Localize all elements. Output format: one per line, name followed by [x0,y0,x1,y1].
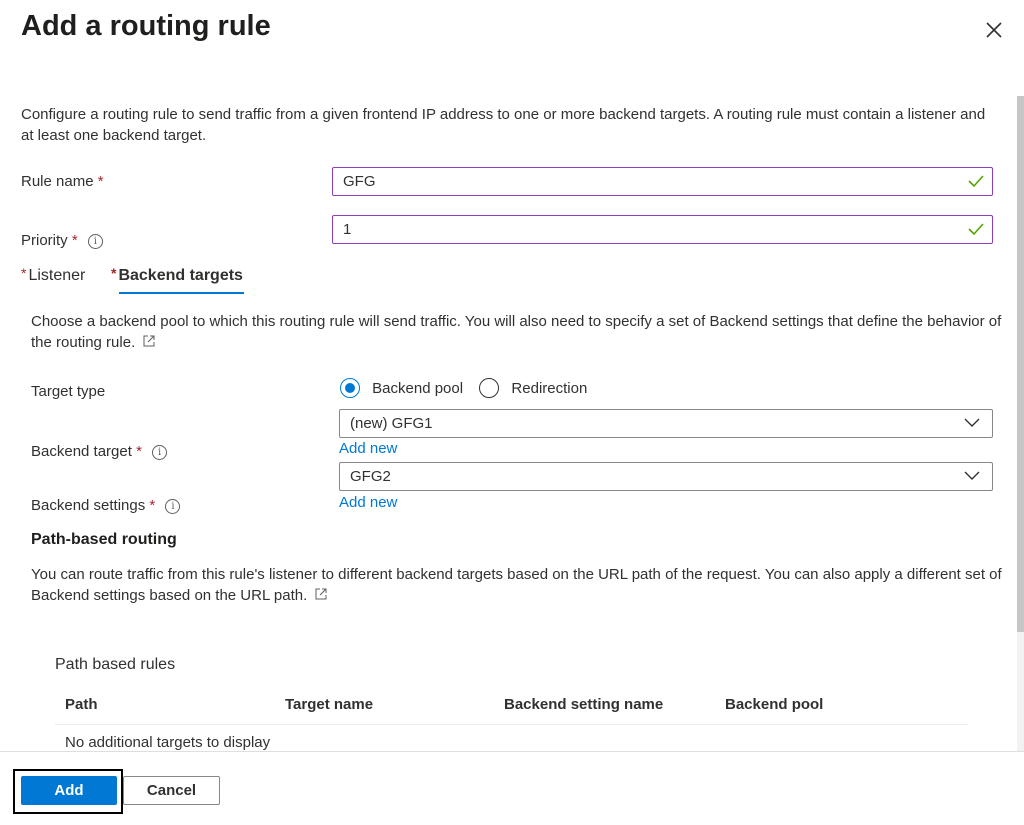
priority-input[interactable] [332,215,993,244]
radio-redirection-circle[interactable] [479,378,499,398]
external-link-icon[interactable] [315,588,327,600]
add-button[interactable]: Add [21,776,117,805]
required-marker: * [111,265,117,281]
close-icon[interactable] [982,18,1006,42]
required-marker: * [71,232,78,249]
column-header-path: Path [65,696,98,713]
chevron-down-icon [964,418,980,428]
scrollbar-thumb[interactable] [1017,96,1024,632]
tab-backend-targets-label: Backend targets [118,267,243,284]
backend-settings-dropdown[interactable] [339,462,993,491]
radio-redirection-label: Redirection [511,379,588,397]
backend-target-label-text: Backend target [31,443,132,460]
backend-target-value: (new) GFG1 [350,415,433,432]
radio-backend-pool-circle[interactable] [340,378,360,398]
backend-target-label [31,443,167,460]
required-marker: * [97,173,104,190]
check-icon [968,222,984,236]
info-icon[interactable]: i [165,499,180,514]
backend-target-dropdown[interactable] [339,409,993,438]
priority-label-text: Priority [21,232,68,249]
column-header-target-name: Target name [285,696,374,713]
required-marker: * [149,497,156,514]
add-new-backend-settings-link[interactable]: Add new [339,494,398,511]
tab-listener-label: Listener [28,267,86,284]
rule-name-label [21,173,104,190]
chevron-down-icon [964,471,980,481]
table-empty-message: No additional targets to display [65,734,271,751]
backend-description-text: Choose a backend pool to which this routing rule will send traffic. You will also need to specify a set of Backend settings that define the behavior of the routing rule. [31,313,1002,351]
backend-settings-value: GFG2 [350,468,391,485]
tab-listener[interactable] [21,265,85,285]
required-marker: * [136,443,142,460]
backend-settings-label [31,497,180,514]
rule-name-label-text: Rule name [21,173,94,190]
radio-backend-pool[interactable] [340,378,463,398]
external-link-icon[interactable] [143,335,155,347]
required-marker: * [21,265,27,281]
path-routing-description-text: You can route traffic from this rule's listener to different backend targets based on the URL path of the request. You can also apply a different set of Backend settings based on the URL path. [31,566,1002,604]
rule-name-value: GFG [343,173,376,190]
path-based-routing-heading: Path-based routing [31,531,177,548]
active-tab-indicator [119,292,244,294]
path-rules-title: Path based rules [55,656,176,673]
radio-redirection[interactable] [479,378,587,398]
path-routing-description [31,564,1006,606]
intro-description: Configure a routing rule to send traffic from a given frontend IP address to one or more backend targets. A routing rule must contain a listener and at least one backend target. [21,106,986,144]
add-new-backend-target-link[interactable]: Add new [339,440,398,457]
tab-backend-targets[interactable] [111,265,243,285]
check-icon [968,174,984,188]
table-header-divider [55,724,968,725]
backend-description [31,311,1006,353]
priority-value: 1 [343,221,352,238]
footer-divider [0,751,1024,752]
rule-name-input[interactable] [332,167,993,196]
column-header-backend-pool: Backend pool [725,696,824,713]
radio-backend-pool-label: Backend pool [372,379,464,397]
target-type-label: Target type [31,383,106,400]
backend-settings-label-text: Backend settings [31,497,146,514]
info-icon[interactable]: i [88,234,103,249]
priority-label [21,232,103,249]
info-icon[interactable]: i [152,445,167,460]
cancel-button[interactable]: Cancel [123,776,220,805]
target-type-radio-group [340,378,587,398]
column-header-backend-setting-name: Backend setting name [504,696,664,713]
page-title: Add a routing rule [21,10,271,42]
